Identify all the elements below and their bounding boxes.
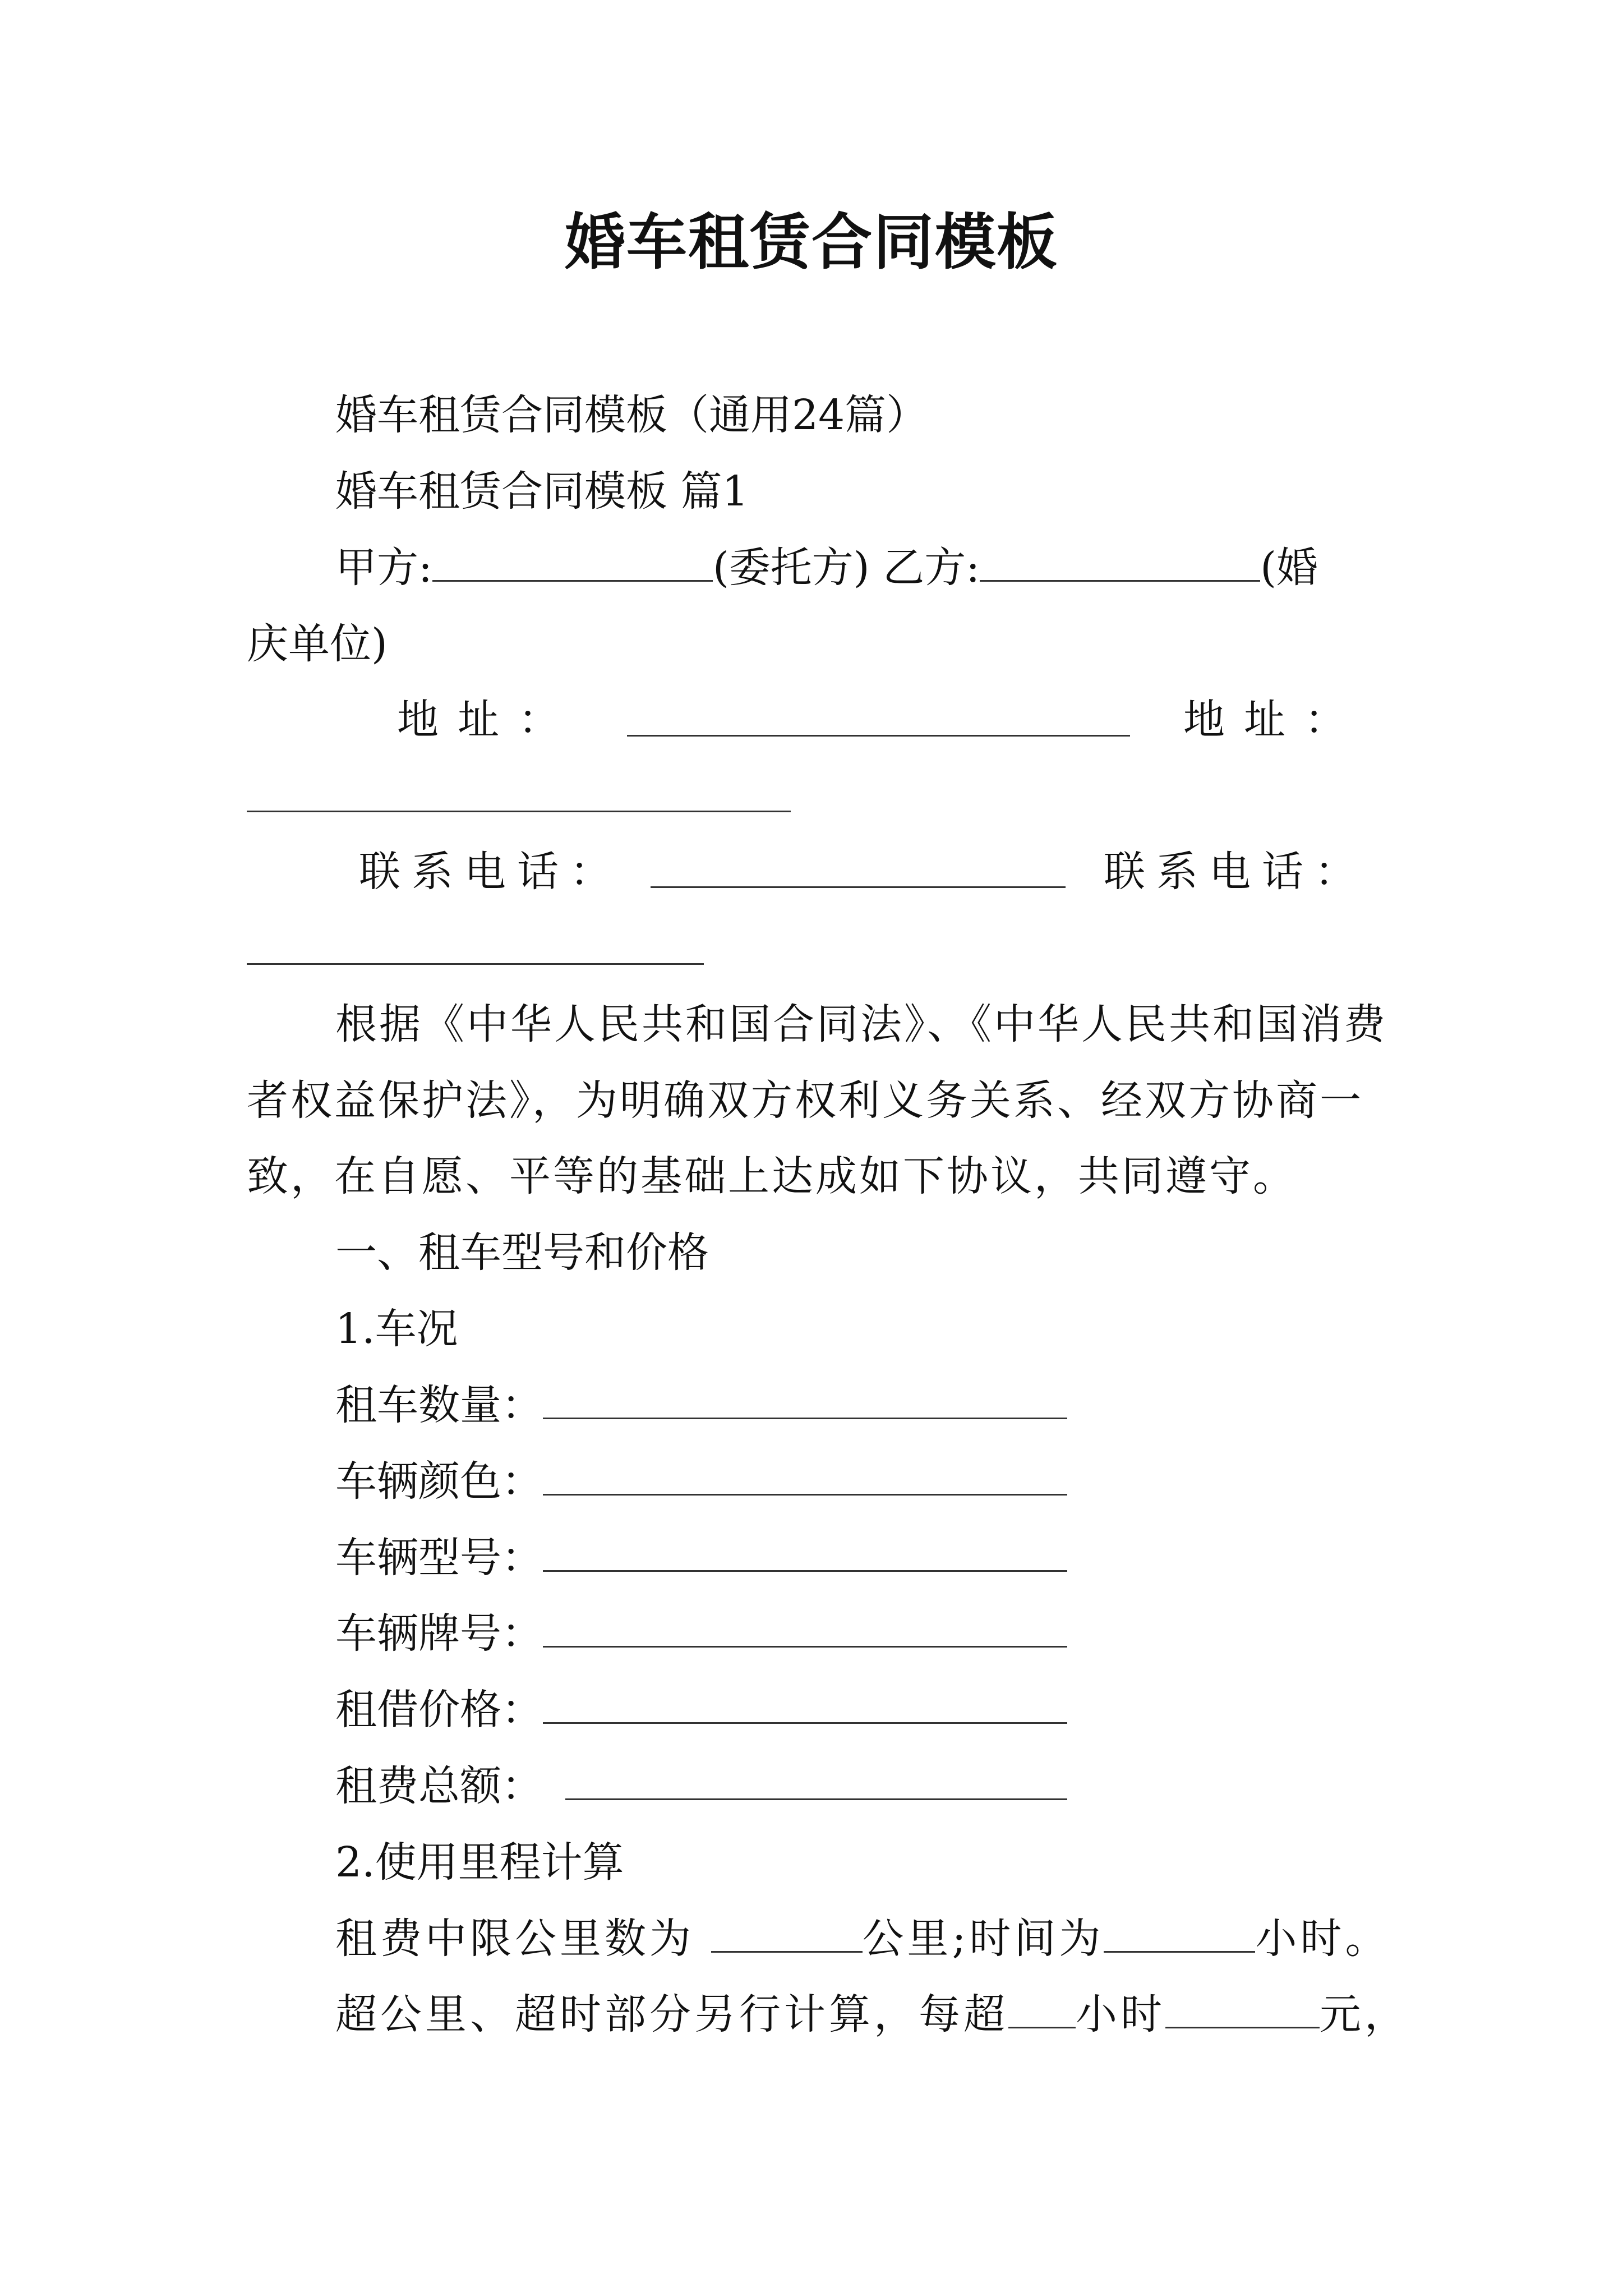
field-rental-price [335,1682,1067,1738]
field-blank [543,1607,1067,1648]
address-b-blank [247,811,791,812]
mileage-text-3: 小时。 [1255,1915,1390,1963]
phone-a-blank [651,886,1066,888]
party-a-label: 甲方: [335,544,432,592]
field-label: 车辆型号： [335,1534,543,1582]
field-label: 租费总额： [335,1762,543,1810]
field-rental-quantity [335,1377,1067,1433]
field-blank [543,1378,1067,1419]
field-license-plate [335,1605,1067,1662]
address-label-a: 地址： [397,696,579,744]
field-label: 租借价格： [335,1686,543,1734]
field-total-fee [335,1758,1067,1814]
party-a-blank [432,541,713,582]
field-label: 租车数量： [335,1381,543,1429]
address-label-b: 地址： [1183,696,1365,744]
phone-b-blank [247,963,704,965]
section-1-heading: 一、租车型号和价格 [335,1228,709,1277]
party-b-role-continued: 庆单位) [247,620,388,668]
party-b-role: (婚 [1260,544,1318,592]
field-label: 车辆牌号： [335,1609,543,1658]
mileage-km-blank [711,1912,863,1953]
mileage-text-2: 公里;时间为 [862,1915,1104,1963]
overtime-hours-blank [1008,1987,1076,2028]
subtitle: 婚车租赁合同模板（通用24篇） [335,391,928,439]
field-blank [565,1759,1067,1800]
item-2-heading: 2.使用里程计算 [335,1838,624,1887]
field-vehicle-color [335,1453,1067,1510]
intro-line-3: 致，在自愿、平等的基础上达成如下协议，共同遵守。 [247,1152,1297,1200]
section-heading: 婚车租赁合同模板 篇1 [335,467,749,516]
overtime-text-2: 小时 [1076,1990,1165,2039]
field-blank [543,1531,1067,1572]
item-1-heading: 1.车况 [335,1305,458,1353]
mileage-hours-blank [1104,1912,1255,1953]
party-line [335,540,1318,596]
intro-line-2: 者权益保护法》，为明确双方权利义务关系、经双方协商一 [247,1076,1363,1125]
phone-label-a: 联系电话： [359,848,623,896]
field-vehicle-model [335,1530,1067,1586]
party-b-blank [980,541,1260,582]
overtime-text-1: 超公里、超时部分另行计算，每超 [335,1990,1008,2039]
party-b-label: 乙方: [883,544,980,592]
field-label: 车辆颜色： [335,1457,543,1506]
overtime-text-3: 元， [1320,1990,1409,2039]
phone-label-b: 联系电话： [1104,848,1367,896]
field-blank [543,1455,1067,1496]
mileage-text-1: 租费中限公里数为 [335,1915,694,1963]
address-a-blank [627,735,1130,737]
document-title: 婚车租赁合同模板 [564,207,1058,278]
field-blank [543,1683,1067,1724]
mileage-line [335,1911,1390,1967]
intro-line-1: 根据《中华人民共和国合同法》、《中华人民共和国消费 [335,1000,1387,1048]
party-a-role: (委托方) [712,544,870,592]
overtime-amount-blank [1165,1987,1320,2028]
overtime-line [335,1986,1409,2042]
